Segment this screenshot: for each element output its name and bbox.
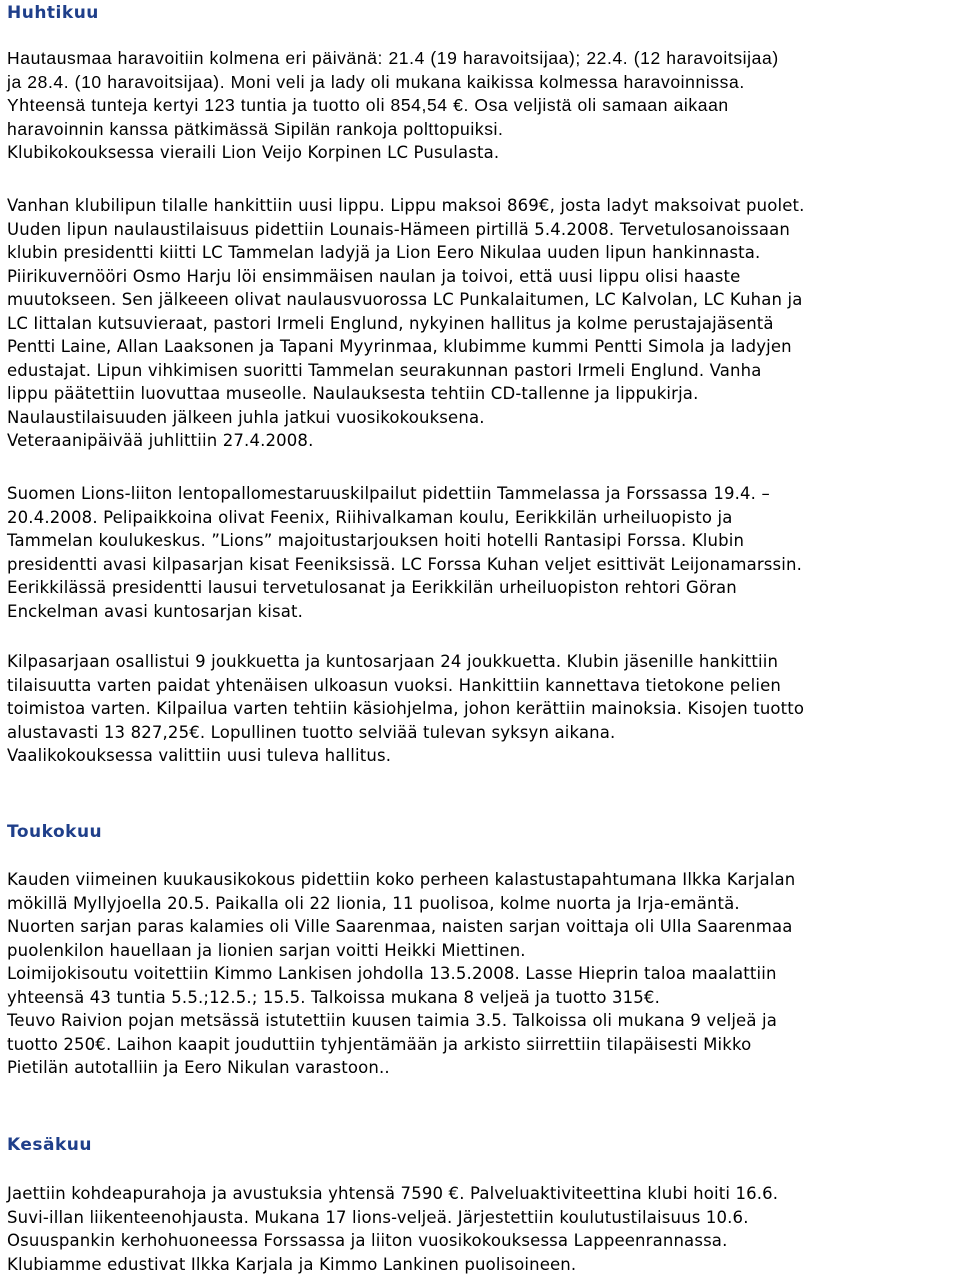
paragraph-toukokuu xyxy=(7,868,795,1080)
text-line: Enckelman avasi kuntosarjan kisat. xyxy=(7,601,304,621)
text-line: Suvi-illan liikenteenohjausta. Mukana 17 lions-veljeä. Järjestettiin koulutustilaisuus 10.6. xyxy=(7,1207,749,1227)
text-line: Jaettiin kohdeapurahoja ja avustuksia yhtensä 7590 €. Palveluaktiviteettina klubi hoiti 16.6. xyxy=(7,1184,779,1203)
text-line: yhteensä 43 tuntia 5.5.;12.5.; 15.5. Talkoissa mukana 8 veljeä ja tuotto 315€. xyxy=(7,987,660,1007)
text-line: toimistoa varten. Kilpailua varten tehtiin käsiohjelma, johon kerättiin mainoksia. Kisojen tuotto xyxy=(7,699,805,718)
text-line: Naulaustilaisuuden jälkeen juhla jatkui vuosikokouksena. xyxy=(7,407,485,427)
text-line: Nuorten sarjan paras kalamies oli Ville Saarenmaa, naisten sarjan voittaja oli Ulla Saarenmaa xyxy=(7,917,793,936)
text-line: ja 28.4. (10 haravoitsijaa). Moni veli ja lady oli mukana kaikissa kolmessa haravoinnissa. xyxy=(7,71,745,92)
text-line: Suomen Lions-liiton lentopallomestaruuskilpailut pidettiin Tammelassa ja Forssassa 19.4. – xyxy=(7,484,770,503)
section-toukokuu xyxy=(7,820,102,844)
section-kesakuu xyxy=(7,1133,92,1157)
section-huhtikuu xyxy=(7,1,99,25)
text-line: Vanhan klubilipun tilalle hankittiin uusi lippu. Lippu maksoi 869€, josta ladyt maksoivat puolet. xyxy=(7,196,805,215)
text-line: Yhteensä tunteja kertyi 123 tuntia ja tuotto oli 854,54 €. Osa veljistä oli samaan aikaan xyxy=(7,95,729,115)
section-heading: Kesäkuu xyxy=(7,1135,93,1155)
text-line: LC Iittalan kutsuvieraat, pastori Irmeli Englund, nykyinen hallitus ja kolme perustajajäsentä xyxy=(7,313,774,333)
text-line: Vaalikokouksessa valittiin uusi tuleva hallitus. xyxy=(7,746,392,765)
text-line: 20.4.2008. Pelipaikkoina olivat Feenix, Riihivalkaman koulu, Eerikkilän urheiluopisto ja xyxy=(7,507,733,527)
text-line: Kauden viimeinen kuukausikokous pidettiin koko perheen kalastustapahtumana Ilkka Karjalan xyxy=(7,870,796,889)
paragraph-kilpasarja xyxy=(7,650,804,768)
text-line: mökillä Myllyjoella 20.5. Paikalla oli 22 lionia, 11 puolisoa, kolme nuorta ja Irja-emäntä. xyxy=(7,893,740,913)
text-line: Kilpasarjaan osallistui 9 joukkuetta ja kuntosarjaan 24 joukkuetta. Klubin jäsenille hankittiin xyxy=(7,652,779,671)
text-line: Pietilän autotalliin ja Eero Nikulan varastoon.. xyxy=(7,1058,390,1077)
text-line: presidentti avasi kilpasarjan kisat Feeniksissä. LC Forssa Kuhan veljet esittivät Leijonamarssin. xyxy=(7,554,803,574)
text-line: Klubiamme edustivat Ilkka Karjala ja Kimmo Lankinen puolisoineen. xyxy=(7,1254,577,1274)
paragraph-lippu xyxy=(7,194,805,453)
text-line: Tammelan koulukeskus. ”Lions” majoitustarjouksen hoiti hotelli Rantasipi Forssa. Klubin xyxy=(7,531,745,550)
text-line: Osuuspankin kerhohuoneessa Forssassa ja liiton vuosikokouksessa Lappeenrannassa. xyxy=(7,1231,728,1250)
text-line: puolenkilon hauellaan ja lionien sarjan voitti Heikki Miettinen. xyxy=(7,940,526,960)
text-line: Pentti Laine, Allan Laaksonen ja Tapani Myyrinmaa, klubimme kummi Pentti Simola ja ladyjen xyxy=(7,337,792,356)
paragraph-kesakuu xyxy=(7,1182,778,1276)
text-line: edustajat. Lipun vihkimisen suoritti Tammelan seurakunnan pastori Irmeli Englund. Vanha xyxy=(7,360,762,380)
text-line: Uuden lipun naulaustilaisuus pidettiin Lounais-Hämeen pirtillä 5.4.2008. Tervetulosanoissaan xyxy=(7,219,791,239)
text-line: Teuvo Raivion pojan metsässä istutettiin kuusen taimia 3.5. Talkoissa oli mukana 9 veljeä ja xyxy=(7,1011,778,1030)
text-line: tuotto 250€. Laihon kaapit jouduttiin tyhjentämään ja arkisto siirrettiin tilapäisesti Mikko xyxy=(7,1034,752,1054)
section-heading: Toukokuu xyxy=(7,822,103,842)
text-line: Eerikkilässä presidentti lausui tervetulosanat ja Eerikkilän urheiluopiston rehtori Göran xyxy=(7,578,737,597)
text-line: Piirikuvernööri Osmo Harju löi ensimmäisen naulan ja toivoi, että uusi lippu olisi haaste xyxy=(7,266,741,286)
section-heading: Huhtikuu xyxy=(7,3,99,23)
paragraph-haravointi xyxy=(7,47,779,165)
text-line: lippu päätettiin luovuttaa museolle. Naulauksesta tehtiin CD-tallenne ja lippukirja. xyxy=(7,384,699,403)
text-line: Hautausmaa haravoitiin kolmena eri päivänä: 21.4 (19 haravoitsijaa); 22.4. (12 haravoitsijaa) xyxy=(7,48,779,68)
text-line: Klubikokouksessa vieraili Lion Veijo Korpinen LC Pusulasta. xyxy=(7,143,500,162)
text-line: Loimijokisoutu voitettiin Kimmo Lankisen johdolla 13.5.2008. Lasse Hieprin taloa maalattiin xyxy=(7,964,777,983)
text-line: haravoinnin kanssa pätkimässä Sipilän rankoja polttopuiksi. xyxy=(7,118,504,139)
text-line: Veteraanipäivää juhlittiin 27.4.2008. xyxy=(7,431,314,450)
text-line: alustavasti 13 827,25€. Lopullinen tuotto selviää tulevan syksyn aikana. xyxy=(7,722,616,742)
text-line: klubin presidentti kiitti LC Tammelan ladyjä ja Lion Eero Nikulaa uuden lipun hankinnasta. xyxy=(7,243,761,262)
paragraph-lentopallo xyxy=(7,482,802,623)
text-line: tilaisuutta varten paidat yhtenäisen ulkoasun vuoksi. Hankittiin kannettava tietokone pelien xyxy=(7,675,781,695)
text-line: muutokseen. Sen jälkeeen olivat naulausvuorossa LC Punkalaitumen, LC Kalvolan, LC Kuhan ja xyxy=(7,290,803,309)
